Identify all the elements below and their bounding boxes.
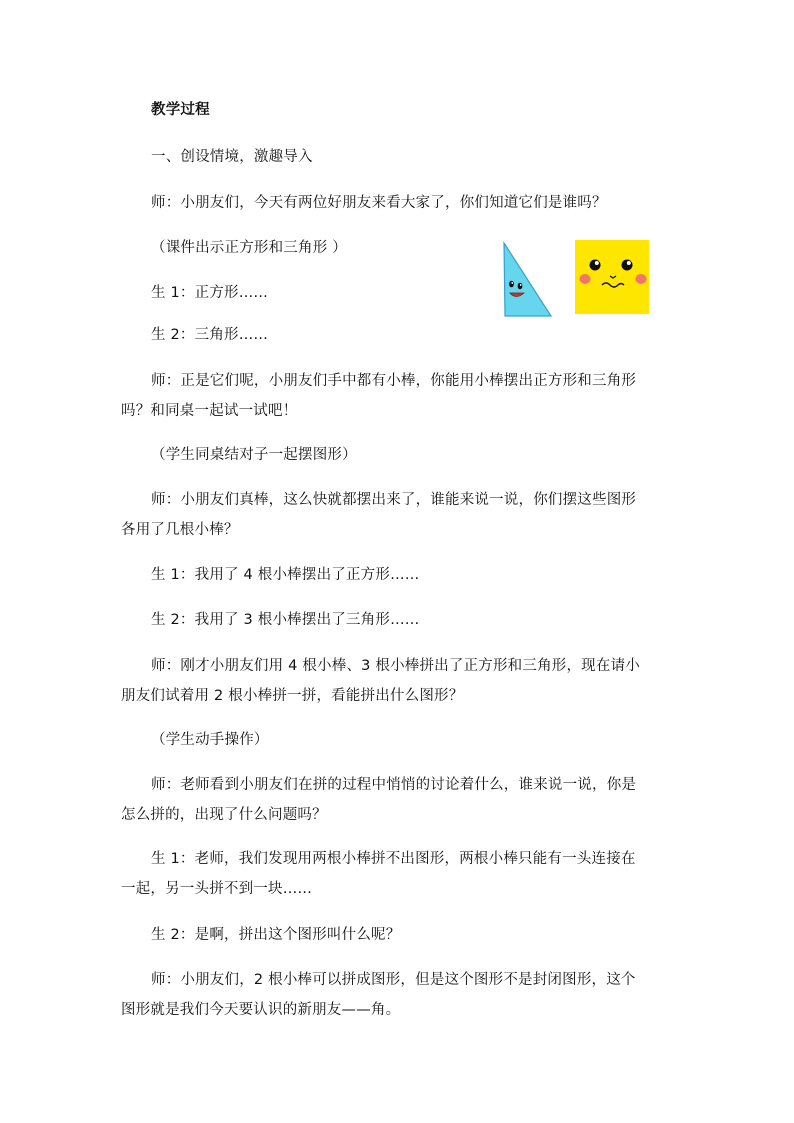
paragraph-line: 生 2：三角形…… (151, 327, 269, 343)
paragraph-line: 师：小朋友们，今天有两位好朋友来看大家了，你们知道它们是谁吗？ (151, 195, 607, 211)
paragraph-line: 生 1：我用了 4 根小棒摆出了正方形…… (151, 567, 420, 583)
paragraph-line: 吗？和同桌一起试一试吧！ (121, 403, 298, 419)
paragraph-line: 生 1：正方形…… (151, 285, 269, 301)
paragraph-line: 师：小朋友们，2 根小棒可以拼成图形，但是这个图形不是封闭图形，这个 (151, 972, 636, 988)
paragraph-line: 师：刚才小朋友们用 4 根小棒、3 根小棒拼出了正方形和三角形，现在请小 (151, 658, 640, 674)
triangle-character-illustration (500, 240, 554, 318)
paragraph-line: （学生同桌结对子一起摆图形） (151, 447, 357, 463)
paragraph-line: 师：正是它们呢，小朋友们手中都有小棒，你能用小棒摆出正方形和三角形 (151, 373, 637, 389)
paragraph-line: 师：小朋友们真棒，这么快就都摆出来了，谁能来说一说，你们摆这些图形 (151, 492, 637, 508)
paragraph-line: 图形就是我们今天要认识的新朋友——角。 (121, 1002, 401, 1018)
paragraph-line: （课件出示正方形和三角形 ） (151, 240, 347, 256)
square-character-illustration (575, 240, 649, 314)
section-title: 教学过程 (151, 102, 210, 118)
paragraph-line: 朋友们试着用 2 根小棒拼一拼，看能拼出什么图形？ (121, 688, 464, 704)
paragraph-line: 一起，另一头拼不到一块…… (121, 881, 313, 897)
paragraph-line: 生 2：是啊，拼出这个图形叫什么呢？ (151, 927, 401, 943)
paragraph-line: 生 1：老师，我们发现用两根小棒拼不出图形，两根小棒只能有一头连接在 (151, 851, 636, 867)
section-heading: 一、创设情境，激趣导入 (151, 149, 313, 165)
paragraph-line: 师：老师看到小朋友们在拼的过程中悄悄的讨论着什么，谁来说一说，你是 (151, 777, 637, 793)
paragraph-line: 生 2：我用了 3 根小棒摆出了三角形…… (151, 612, 420, 628)
paragraph-line: 各用了几根小棒？ (121, 522, 239, 538)
paragraph-line: （学生动手操作） (151, 732, 269, 748)
paragraph-line: 怎么拼的，出现了什么问题吗？ (121, 807, 327, 823)
